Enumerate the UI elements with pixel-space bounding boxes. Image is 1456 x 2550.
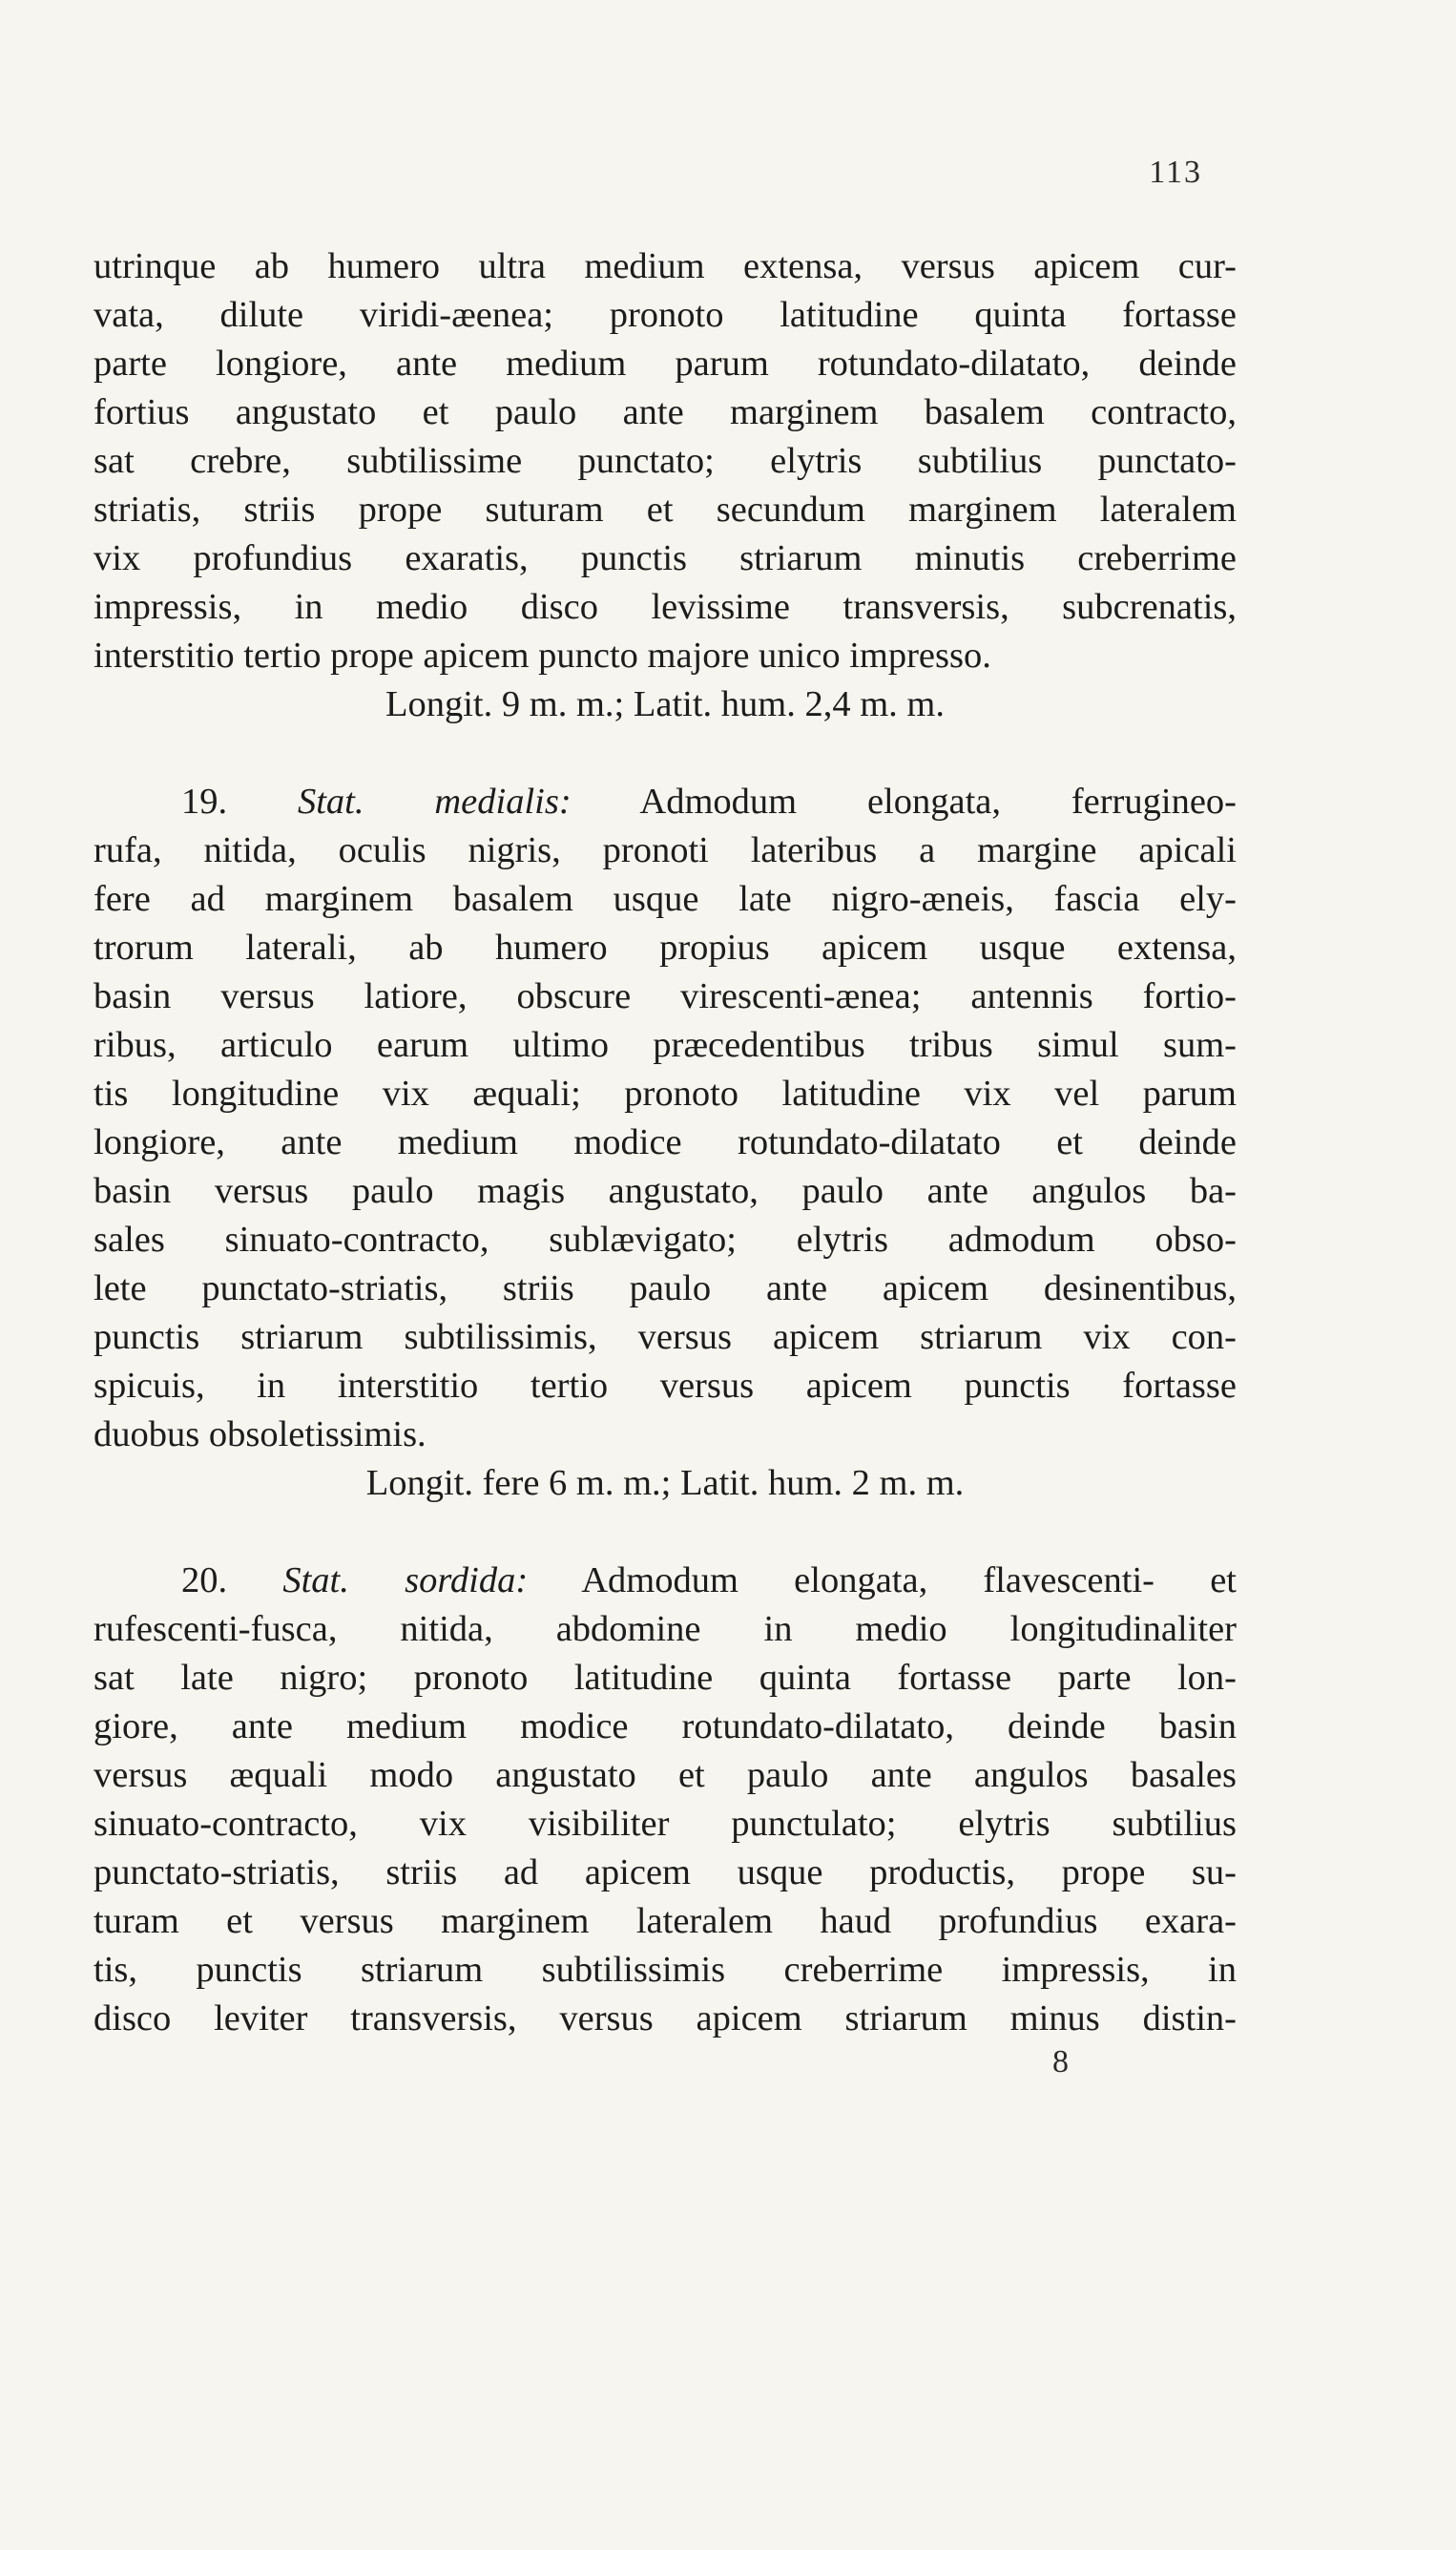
text-line: sinuato-contracto, vix visibiliter punctulato; elytris subtilius [94,1804,1237,1844]
text-line: striatis, striis prope suturam et secundum marginem lateralem [94,490,1237,530]
text-line: tis, punctis striarum subtilissimis creberrime impressis, in [94,1950,1237,1990]
text-line: rufa, nitida, oculis nigris, pronoti lateribus a margine apicali [94,830,1237,870]
species-name: Stat. sordida: [282,1560,529,1600]
entry-heading-20 [181,1557,1237,1603]
text-line: fere ad marginem basalem usque late nigro-æneis, fascia ely- [94,879,1237,919]
text-line: vata, dilute viridi-æenea; pronoto latitudine quinta fortasse [94,295,1237,335]
text-line: vix profundius exaratis, punctis striarum minutis creberrime [94,538,1237,578]
measurement-line: Longit. fere 6 m. m.; Latit. hum. 2 m. m. [365,1463,965,1503]
text-line: turam et versus marginem lateralem haud profundius exara- [94,1901,1237,1941]
text-line: longiore, ante medium modice rotundato-dilatato et deinde [94,1122,1237,1162]
entry-text: Admodum elongata, ferrugineo- [639,782,1237,822]
text-line: sat late nigro; pronoto latitudine quinta fortasse parte lon- [94,1658,1237,1698]
text-line: interstitio tertio prope apicem puncto majore unico impresso. [94,636,991,676]
text-line: parte longiore, ante medium parum rotundato-dilatato, deinde [94,344,1237,384]
text-line: trorum laterali, ab humero propius apicem usque extensa, [94,928,1237,968]
text-line: rufescenti-fusca, nitida, abdomine in medio longitudinaliter [94,1609,1237,1649]
text-line: punctis striarum subtilissimis, versus apicem striarum vix con- [94,1317,1237,1357]
entry-text: Admodum elongata, flavescenti- et [581,1560,1237,1600]
text-line: utrinque ab humero ultra medium extensa, versus apicem cur- [94,246,1237,286]
text-line: duobus obsoletissimis. [94,1414,426,1454]
signature-mark: 8 [1052,2044,1069,2080]
text-line: disco leviter transversis, versus apicem striarum minus distin- [94,1998,1237,2038]
text-line: spicuis, in interstitio tertio versus apicem punctis fortasse [94,1366,1237,1406]
text-line: versus æquali modo angustato et paulo ante angulos basales [94,1755,1237,1795]
text-line: sat crebre, subtilissime punctato; elytris subtilius punctato- [94,441,1237,481]
species-name: Stat. medialis: [297,782,572,822]
text-line: lete punctato-striatis, striis paulo ante apicem desinentibus, [94,1268,1237,1308]
text-line: basin versus paulo magis angustato, paulo ante angulos ba- [94,1171,1237,1211]
text-line: sales sinuato-contracto, sublævigato; elytris admodum obso- [94,1220,1237,1260]
page-number: 113 [1149,155,1202,190]
text-line: basin versus latiore, obscure virescenti-ænea; antennis fortio- [94,976,1237,1016]
measurement-line: Longit. 9 m. m.; Latit. hum. 2,4 m. m. [385,684,946,724]
entry-number: 20. [181,1560,228,1600]
text-line: ribus, articulo earum ultimo præcedentibus tribus simul sum- [94,1025,1237,1065]
entry-heading-19 [181,779,1237,825]
text-line: giore, ante medium modice rotundato-dilatato, deinde basin [94,1706,1237,1746]
text-line: impressis, in medio disco levissime transversis, subcrenatis, [94,587,1237,627]
text-line: punctato-striatis, striis ad apicem usque productis, prope su- [94,1852,1237,1892]
entry-number: 19. [181,782,228,822]
text-line: tis longitudine vix æquali; pronoto latitudine vix vel parum [94,1074,1237,1114]
text-line: fortius angustato et paulo ante marginem basalem contracto, [94,392,1237,432]
